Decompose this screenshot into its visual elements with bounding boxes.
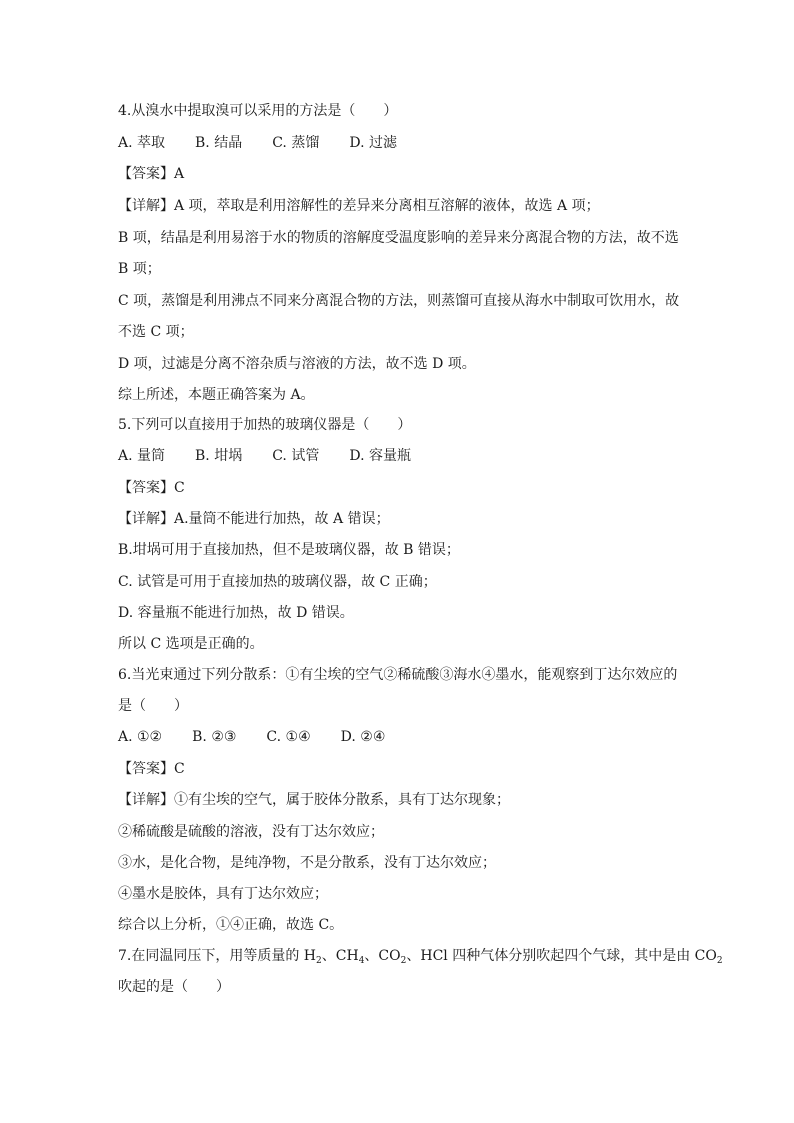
answer-line: 【答案】A xyxy=(118,166,185,182)
explanation-line: 不选 C 项； xyxy=(118,324,194,340)
explanation-line: 【详解】①有尘埃的空气，属于胶体分散系，具有丁达尔现象； xyxy=(118,792,510,808)
explanation-line: B.坩埚可用于直接加热，但不是玻璃仪器，故 B 错误； xyxy=(118,542,460,558)
explanation-line: 【详解】A.量筒不能进行加热，故 A 错误； xyxy=(118,511,390,527)
option-a: A. 量筒 xyxy=(118,448,166,464)
question-4-stem: 4.从溴水中提取溴可以采用的方法是（ ） xyxy=(118,103,398,119)
question-6-stem: 6.当光束通过下列分散系：①有尘埃的空气②稀硫酸③海水④墨水，能观察到丁达尔效应的 xyxy=(118,667,678,683)
option-c: C. 试管 xyxy=(272,448,320,464)
summary-line: 综上所述，本题正确答案为 A。 xyxy=(118,387,315,403)
question-5-options xyxy=(118,446,411,466)
option-d: D. 容量瓶 xyxy=(349,448,411,464)
option-d: D. ②④ xyxy=(340,729,386,745)
explanation-line: D. 容量瓶不能进行加热，故 D 错误。 xyxy=(118,605,354,621)
question-6-options xyxy=(118,727,385,747)
option-b: B. 结晶 xyxy=(195,135,243,151)
summary-line: 综合以上分析，①④正确，故选 C。 xyxy=(118,917,344,933)
option-b: B. 坩埚 xyxy=(195,448,243,464)
q7-sep: 、CO xyxy=(364,948,401,964)
subscript: 2 xyxy=(400,956,407,966)
explanation-line: C 项，蒸馏是利用沸点不同来分离混合物的方法，则蒸馏可直接从海水中制取可饮用水，故 xyxy=(118,293,680,309)
q7-sep: 、CH xyxy=(321,948,359,964)
question-7-stem-cont: 吹起的是（ ） xyxy=(118,979,230,995)
explanation-line: B 项； xyxy=(118,261,161,277)
explanation-line: C. 试管是可用于直接加热的玻璃仪器，故 C 正确； xyxy=(118,574,437,590)
question-5-stem: 5.下列可以直接用于加热的玻璃仪器是（ ） xyxy=(118,417,412,433)
question-7-stem xyxy=(118,946,723,966)
subscript: 2 xyxy=(316,956,322,966)
summary-line: 所以 C 选项是正确的。 xyxy=(118,636,264,652)
explanation-line: B 项，结晶是利用易溶于水的物质的溶解度受温度影响的差异来分离混合物的方法，故不选 xyxy=(118,230,679,246)
explanation-line: ②稀硫酸是硫酸的溶液，没有丁达尔效应； xyxy=(118,824,384,840)
explanation-line: ④墨水是胶体，具有丁达尔效应； xyxy=(118,886,328,902)
q7-mid: 、HCl 四种气体分别吹起四个气球，其中是由 CO xyxy=(406,948,717,964)
q7-prefix: 7.在同温同压下，用等质量的 H xyxy=(118,948,317,964)
subscript: 2 xyxy=(716,956,723,966)
subscript: 4 xyxy=(358,956,365,966)
option-d: D. 过滤 xyxy=(349,135,397,151)
explanation-line: ③水，是化合物，是纯净物，不是分散系，没有丁达尔效应； xyxy=(118,855,496,871)
explanation-line: D 项，过滤是分离不溶杂质与溶液的方法，故不选 D 项。 xyxy=(118,356,476,372)
option-c: C. ①④ xyxy=(266,729,311,745)
option-c: C. 蒸馏 xyxy=(272,135,320,151)
option-a: A. 萃取 xyxy=(118,135,166,151)
explanation-line: 【详解】A 项，萃取是利用溶解性的差异来分离相互溶解的液体，故选 A 项； xyxy=(118,198,600,214)
option-b: B. ②③ xyxy=(192,729,237,745)
question-4-options xyxy=(118,133,397,153)
option-a: A. ①② xyxy=(118,729,163,745)
question-6-stem-cont: 是（ ） xyxy=(118,698,188,714)
answer-line: 【答案】C xyxy=(118,480,185,496)
answer-line: 【答案】C xyxy=(118,761,185,777)
